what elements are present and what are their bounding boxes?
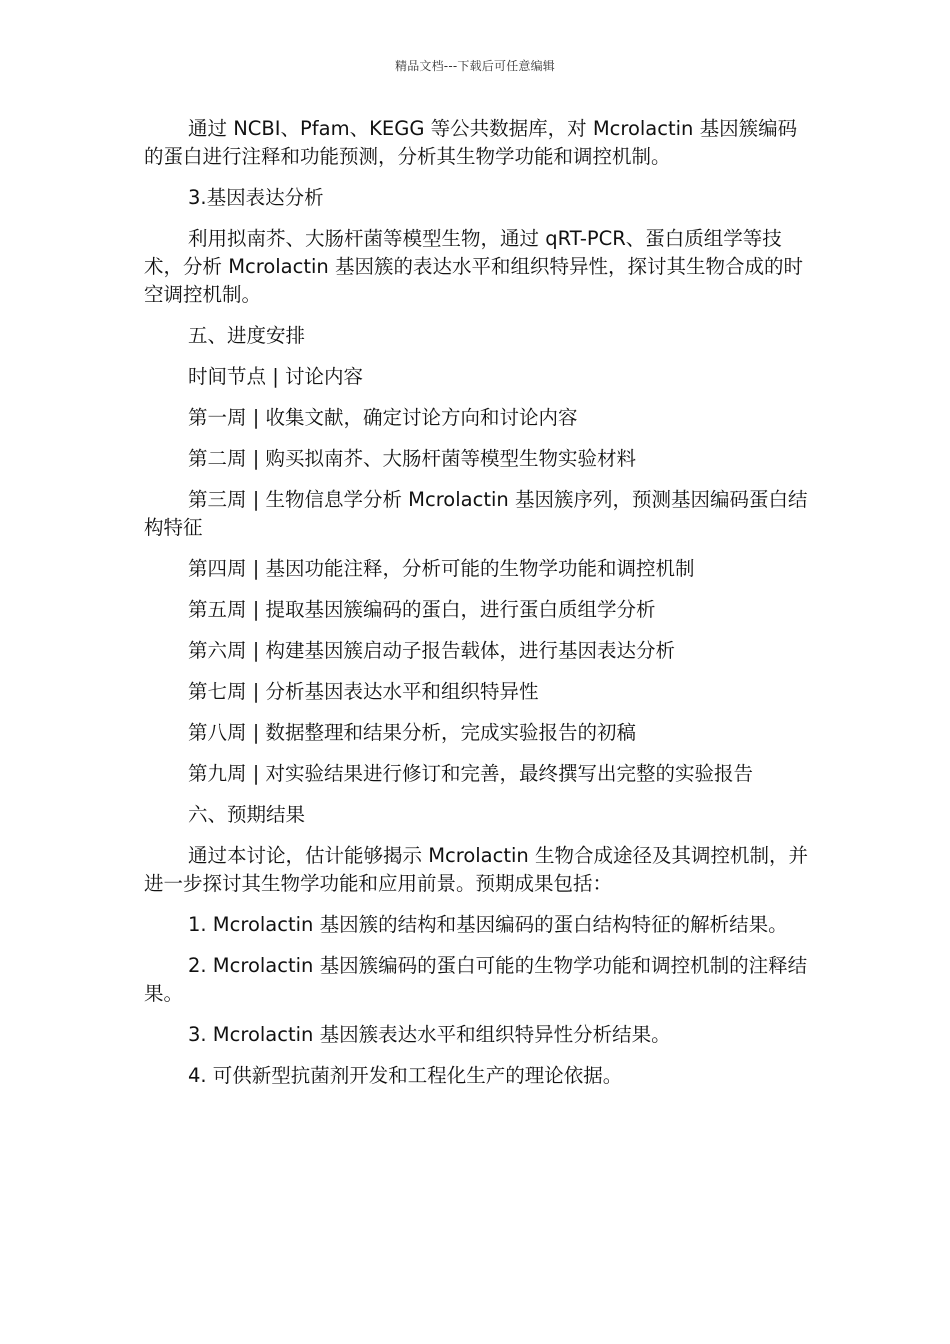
heading-schedule: 五、进度安排: [188, 324, 306, 347]
document-body: [144, 115, 814, 1103]
schedule-header-row: 时间节点 | 讨论内容: [188, 365, 363, 388]
paragraph-expression-analysis: 利用拟南芥、大肠杆菌等模型生物，通过 qRT-PCR、蛋白质组学等技术，分析 Mcrolactin 基因簇的表达水平和组织特异性，探讨其生物合成的时空调控机制。: [144, 227, 803, 306]
schedule-row-week3: 第三周 | 生物信息学分析 Mcrolactin 基因簇序列，预测基因编码蛋白结构特征: [144, 488, 808, 539]
schedule-row-week8: 第八周 | 数据整理和结果分析，完成实验报告的初稿: [188, 721, 636, 744]
schedule-row-week6: 第六周 | 构建基因簇启动子报告载体，进行基因表达分析: [188, 639, 675, 662]
heading-expected-results: 六、预期结果: [188, 803, 306, 826]
schedule-row-week1: 第一周 | 收集文献，确定讨论方向和讨论内容: [188, 406, 578, 429]
result-item-1: 1. Mcrolactin 基因簇的结构和基因编码的蛋白结构特征的解析结果。: [188, 913, 788, 936]
schedule-row-week9: 第九周 | 对实验结果进行修订和完善，最终撰写出完整的实验报告: [188, 762, 753, 785]
result-item-2: 2. Mcrolactin 基因簇编码的蛋白可能的生物学功能和调控机制的注释结果。: [144, 954, 808, 1005]
heading-gene-expression: 3.基因表达分析: [188, 186, 324, 209]
result-item-3: 3. Mcrolactin 基因簇表达水平和组织特异性分析结果。: [188, 1023, 671, 1046]
page-header: 精品文档---下载后可任意编辑: [395, 59, 555, 73]
schedule-row-week5: 第五周 | 提取基因簇编码的蛋白，进行蛋白质组学分析: [188, 598, 656, 621]
schedule-row-week2: 第二周 | 购买拟南芥、大肠杆菌等模型生物实验材料: [188, 447, 636, 470]
schedule-row-week4: 第四周 | 基因功能注释，分析可能的生物学功能和调控机制: [188, 557, 695, 580]
paragraph-expected-intro: 通过本讨论，估计能够揭示 Mcrolactin 生物合成途径及其调控机制，并进一步探讨其生物学功能和应用前景。预期成果包括：: [144, 844, 808, 895]
schedule-row-week7: 第七周 | 分析基因表达水平和组织特异性: [188, 680, 539, 703]
paragraph-database-annotation: 通过 NCBI、Pfam、KEGG 等公共数据库，对 Mcrolactin 基因簇编码的蛋白进行注释和功能预测，分析其生物学功能和调控机制。: [144, 117, 798, 168]
result-item-4: 4. 可供新型抗菌剂开发和工程化生产的理论依据。: [188, 1064, 623, 1087]
